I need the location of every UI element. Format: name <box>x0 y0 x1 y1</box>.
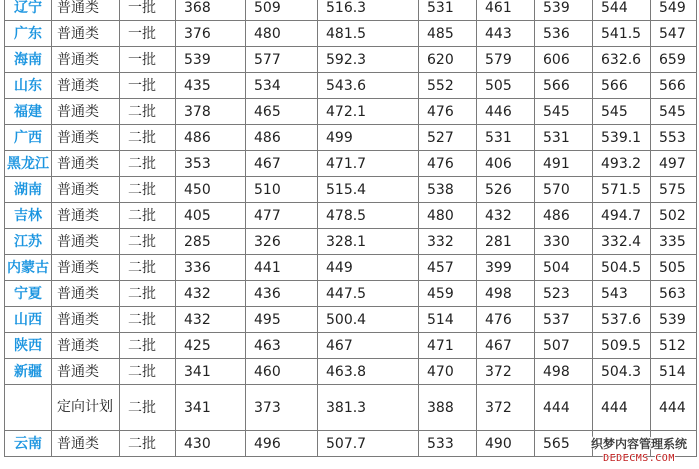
score-cell: 539 <box>535 0 593 21</box>
category-cell: 普通类 <box>52 21 120 47</box>
province-cell: 广西 <box>5 125 52 151</box>
province-cell: 山东 <box>5 73 52 99</box>
table-row <box>5 47 697 73</box>
batch-cell: 二批 <box>120 99 176 125</box>
score-cell: 537.6 <box>593 307 651 333</box>
score-cell: 478.5 <box>318 203 419 229</box>
score-cell: 496 <box>246 431 318 457</box>
score-cell: 498 <box>477 281 535 307</box>
table-row <box>5 21 697 47</box>
score-cell: 430 <box>176 431 246 457</box>
category-cell: 普通类 <box>52 203 120 229</box>
category-cell: 普通类 <box>52 281 120 307</box>
table-row <box>5 99 697 125</box>
score-cell: 566 <box>535 73 593 99</box>
score-cell: 502 <box>651 203 697 229</box>
score-cell: 457 <box>419 255 477 281</box>
score-cell: 368 <box>176 0 246 21</box>
score-cell: 471.7 <box>318 151 419 177</box>
province-cell <box>5 385 52 431</box>
score-cell: 527 <box>419 125 477 151</box>
table-row <box>5 203 697 229</box>
batch-cell: 一批 <box>120 0 176 21</box>
score-cell: 533 <box>419 431 477 457</box>
score-cell: 481.5 <box>318 21 419 47</box>
score-cell: 494.7 <box>593 203 651 229</box>
score-cell: 565 <box>535 431 593 457</box>
batch-cell: 一批 <box>120 21 176 47</box>
score-cell: 372 <box>477 359 535 385</box>
batch-cell: 二批 <box>120 281 176 307</box>
score-cell: 504.5 <box>593 255 651 281</box>
category-cell: 普通类 <box>52 333 120 359</box>
score-cell: 388 <box>419 385 477 431</box>
score-cell: 491 <box>535 151 593 177</box>
score-cell: 539 <box>651 307 697 333</box>
score-cell: 341 <box>176 385 246 431</box>
score-cell: 620 <box>419 47 477 73</box>
batch-cell: 二批 <box>120 307 176 333</box>
score-cell: 514 <box>419 307 477 333</box>
score-cell: 509.5 <box>593 333 651 359</box>
score-cell: 476 <box>419 151 477 177</box>
score-cell: 486 <box>535 203 593 229</box>
score-cell: 570 <box>535 177 593 203</box>
score-cell: 505 <box>477 73 535 99</box>
score-cell: 406 <box>477 151 535 177</box>
batch-cell: 二批 <box>120 177 176 203</box>
province-cell: 新疆 <box>5 359 52 385</box>
score-cell: 486 <box>176 125 246 151</box>
score-cell: 545 <box>651 99 697 125</box>
province-cell: 宁夏 <box>5 281 52 307</box>
score-cell: 495 <box>246 307 318 333</box>
score-cell: 435 <box>176 73 246 99</box>
score-cell: 526 <box>477 177 535 203</box>
score-cell: 547 <box>651 21 697 47</box>
score-cell: 553 <box>651 125 697 151</box>
score-cell: 545 <box>535 99 593 125</box>
score-cell: 467 <box>318 333 419 359</box>
score-cell: 444 <box>593 385 651 431</box>
score-cell: 381.3 <box>318 385 419 431</box>
score-cell: 563 <box>651 281 697 307</box>
score-cell: 335 <box>651 229 697 255</box>
score-cell: 497 <box>651 151 697 177</box>
score-cell: 504 <box>535 255 593 281</box>
score-cell: 341 <box>176 359 246 385</box>
table-row <box>5 281 697 307</box>
province-cell: 江苏 <box>5 229 52 255</box>
score-cell: 577 <box>246 47 318 73</box>
score-cell: 353 <box>176 151 246 177</box>
score-cell <box>651 431 697 457</box>
score-cell: 509 <box>246 0 318 21</box>
table-row <box>5 431 697 457</box>
score-cell: 566 <box>593 73 651 99</box>
table-row <box>5 0 697 21</box>
score-cell: 544 <box>593 0 651 21</box>
table-row <box>5 73 697 99</box>
score-cell: 372 <box>477 385 535 431</box>
score-cell: 539 <box>176 47 246 73</box>
score-cell: 460 <box>246 359 318 385</box>
category-cell: 普通类 <box>52 255 120 281</box>
category-cell: 普通类 <box>52 359 120 385</box>
score-cell: 441 <box>246 255 318 281</box>
score-cell: 467 <box>477 333 535 359</box>
score-cell: 539.1 <box>593 125 651 151</box>
admission-score-table <box>4 0 697 457</box>
score-cell: 537 <box>535 307 593 333</box>
score-cell: 538 <box>419 177 477 203</box>
score-cell: 531 <box>477 125 535 151</box>
score-cell: 579 <box>477 47 535 73</box>
score-cell: 449 <box>318 255 419 281</box>
score-cell: 575 <box>651 177 697 203</box>
batch-cell: 二批 <box>120 385 176 431</box>
category-cell: 普通类 <box>52 151 120 177</box>
category-cell: 普通类 <box>52 99 120 125</box>
watermark-title: 织梦内容管理系统 <box>590 437 687 451</box>
province-cell: 福建 <box>5 99 52 125</box>
score-cell: 566 <box>651 73 697 99</box>
score-cell: 472.1 <box>318 99 419 125</box>
score-cell: 443 <box>477 21 535 47</box>
table-row <box>5 177 697 203</box>
category-cell: 普通类 <box>52 47 120 73</box>
score-cell: 498 <box>535 359 593 385</box>
category-cell: 普通类 <box>52 307 120 333</box>
category-cell: 普通类 <box>52 229 120 255</box>
score-cell: 545 <box>593 99 651 125</box>
score-cell: 432 <box>477 203 535 229</box>
score-cell: 507 <box>535 333 593 359</box>
table-row <box>5 229 697 255</box>
table-row <box>5 307 697 333</box>
score-cell: 447.5 <box>318 281 419 307</box>
batch-cell: 二批 <box>120 125 176 151</box>
score-cell: 606 <box>535 47 593 73</box>
category-cell: 普通类 <box>52 0 120 21</box>
table-body <box>5 0 697 457</box>
table-row <box>5 125 697 151</box>
score-cell: 507.7 <box>318 431 419 457</box>
batch-cell: 二批 <box>120 333 176 359</box>
score-cell: 281 <box>477 229 535 255</box>
score-cell: 541.5 <box>593 21 651 47</box>
score-cell: 480 <box>246 21 318 47</box>
score-cell: 512 <box>651 333 697 359</box>
score-cell: 493.2 <box>593 151 651 177</box>
score-cell: 480 <box>419 203 477 229</box>
batch-cell: 二批 <box>120 359 176 385</box>
batch-cell: 二批 <box>120 151 176 177</box>
score-cell: 444 <box>651 385 697 431</box>
score-cell: 552 <box>419 73 477 99</box>
category-cell: 普通类 <box>52 73 120 99</box>
score-cell: 659 <box>651 47 697 73</box>
score-cell: 549 <box>651 0 697 21</box>
score-cell: 285 <box>176 229 246 255</box>
province-cell: 内蒙古 <box>5 255 52 281</box>
score-cell: 485 <box>419 21 477 47</box>
score-cell: 376 <box>176 21 246 47</box>
score-cell: 516.3 <box>318 0 419 21</box>
table-row <box>5 385 697 431</box>
province-cell: 辽宁 <box>5 0 52 21</box>
score-cell: 399 <box>477 255 535 281</box>
score-cell: 514 <box>651 359 697 385</box>
province-cell: 陕西 <box>5 333 52 359</box>
score-cell: 510 <box>246 177 318 203</box>
score-cell: 436 <box>246 281 318 307</box>
score-cell: 499 <box>318 125 419 151</box>
score-cell: 332 <box>419 229 477 255</box>
score-cell: 471 <box>419 333 477 359</box>
score-cell: 467 <box>246 151 318 177</box>
score-cell: 446 <box>477 99 535 125</box>
batch-cell: 二批 <box>120 229 176 255</box>
score-cell <box>593 431 651 457</box>
province-cell: 黑龙江 <box>5 151 52 177</box>
province-cell: 云南 <box>5 431 52 457</box>
score-cell: 531 <box>535 125 593 151</box>
score-cell: 465 <box>246 99 318 125</box>
category-cell: 普通类 <box>52 431 120 457</box>
score-cell: 425 <box>176 333 246 359</box>
score-cell: 571.5 <box>593 177 651 203</box>
score-cell: 336 <box>176 255 246 281</box>
score-cell: 378 <box>176 99 246 125</box>
score-cell: 490 <box>477 431 535 457</box>
province-cell: 山西 <box>5 307 52 333</box>
batch-cell: 二批 <box>120 203 176 229</box>
score-cell: 461 <box>477 0 535 21</box>
table-row <box>5 255 697 281</box>
score-cell: 470 <box>419 359 477 385</box>
score-cell: 543.6 <box>318 73 419 99</box>
score-cell: 632.6 <box>593 47 651 73</box>
score-cell: 463.8 <box>318 359 419 385</box>
score-cell: 405 <box>176 203 246 229</box>
table-row <box>5 359 697 385</box>
score-cell: 534 <box>246 73 318 99</box>
batch-cell: 二批 <box>120 431 176 457</box>
score-cell: 477 <box>246 203 318 229</box>
province-cell: 吉林 <box>5 203 52 229</box>
score-cell: 531 <box>419 0 477 21</box>
score-cell: 523 <box>535 281 593 307</box>
category-cell: 普通类 <box>52 125 120 151</box>
batch-cell: 一批 <box>120 47 176 73</box>
score-cell: 476 <box>419 99 477 125</box>
score-cell: 328.1 <box>318 229 419 255</box>
score-cell: 592.3 <box>318 47 419 73</box>
score-cell: 444 <box>535 385 593 431</box>
province-cell: 湖南 <box>5 177 52 203</box>
province-cell: 海南 <box>5 47 52 73</box>
batch-cell: 一批 <box>120 73 176 99</box>
score-cell: 536 <box>535 21 593 47</box>
batch-cell: 二批 <box>120 255 176 281</box>
score-cell: 373 <box>246 385 318 431</box>
score-cell: 326 <box>246 229 318 255</box>
score-cell: 459 <box>419 281 477 307</box>
category-cell: 普通类 <box>52 177 120 203</box>
score-cell: 515.4 <box>318 177 419 203</box>
score-cell: 505 <box>651 255 697 281</box>
table-row <box>5 333 697 359</box>
category-cell: 定向计划 <box>52 385 120 431</box>
score-cell: 476 <box>477 307 535 333</box>
score-cell: 463 <box>246 333 318 359</box>
table-row <box>5 151 697 177</box>
score-cell: 486 <box>246 125 318 151</box>
score-cell: 500.4 <box>318 307 419 333</box>
score-cell: 543 <box>593 281 651 307</box>
score-cell: 450 <box>176 177 246 203</box>
province-cell: 广东 <box>5 21 52 47</box>
watermark-domain: DEDECMS.COM <box>603 453 675 464</box>
score-cell: 330 <box>535 229 593 255</box>
score-cell: 432 <box>176 307 246 333</box>
score-cell: 504.3 <box>593 359 651 385</box>
score-cell: 432 <box>176 281 246 307</box>
score-cell: 332.4 <box>593 229 651 255</box>
